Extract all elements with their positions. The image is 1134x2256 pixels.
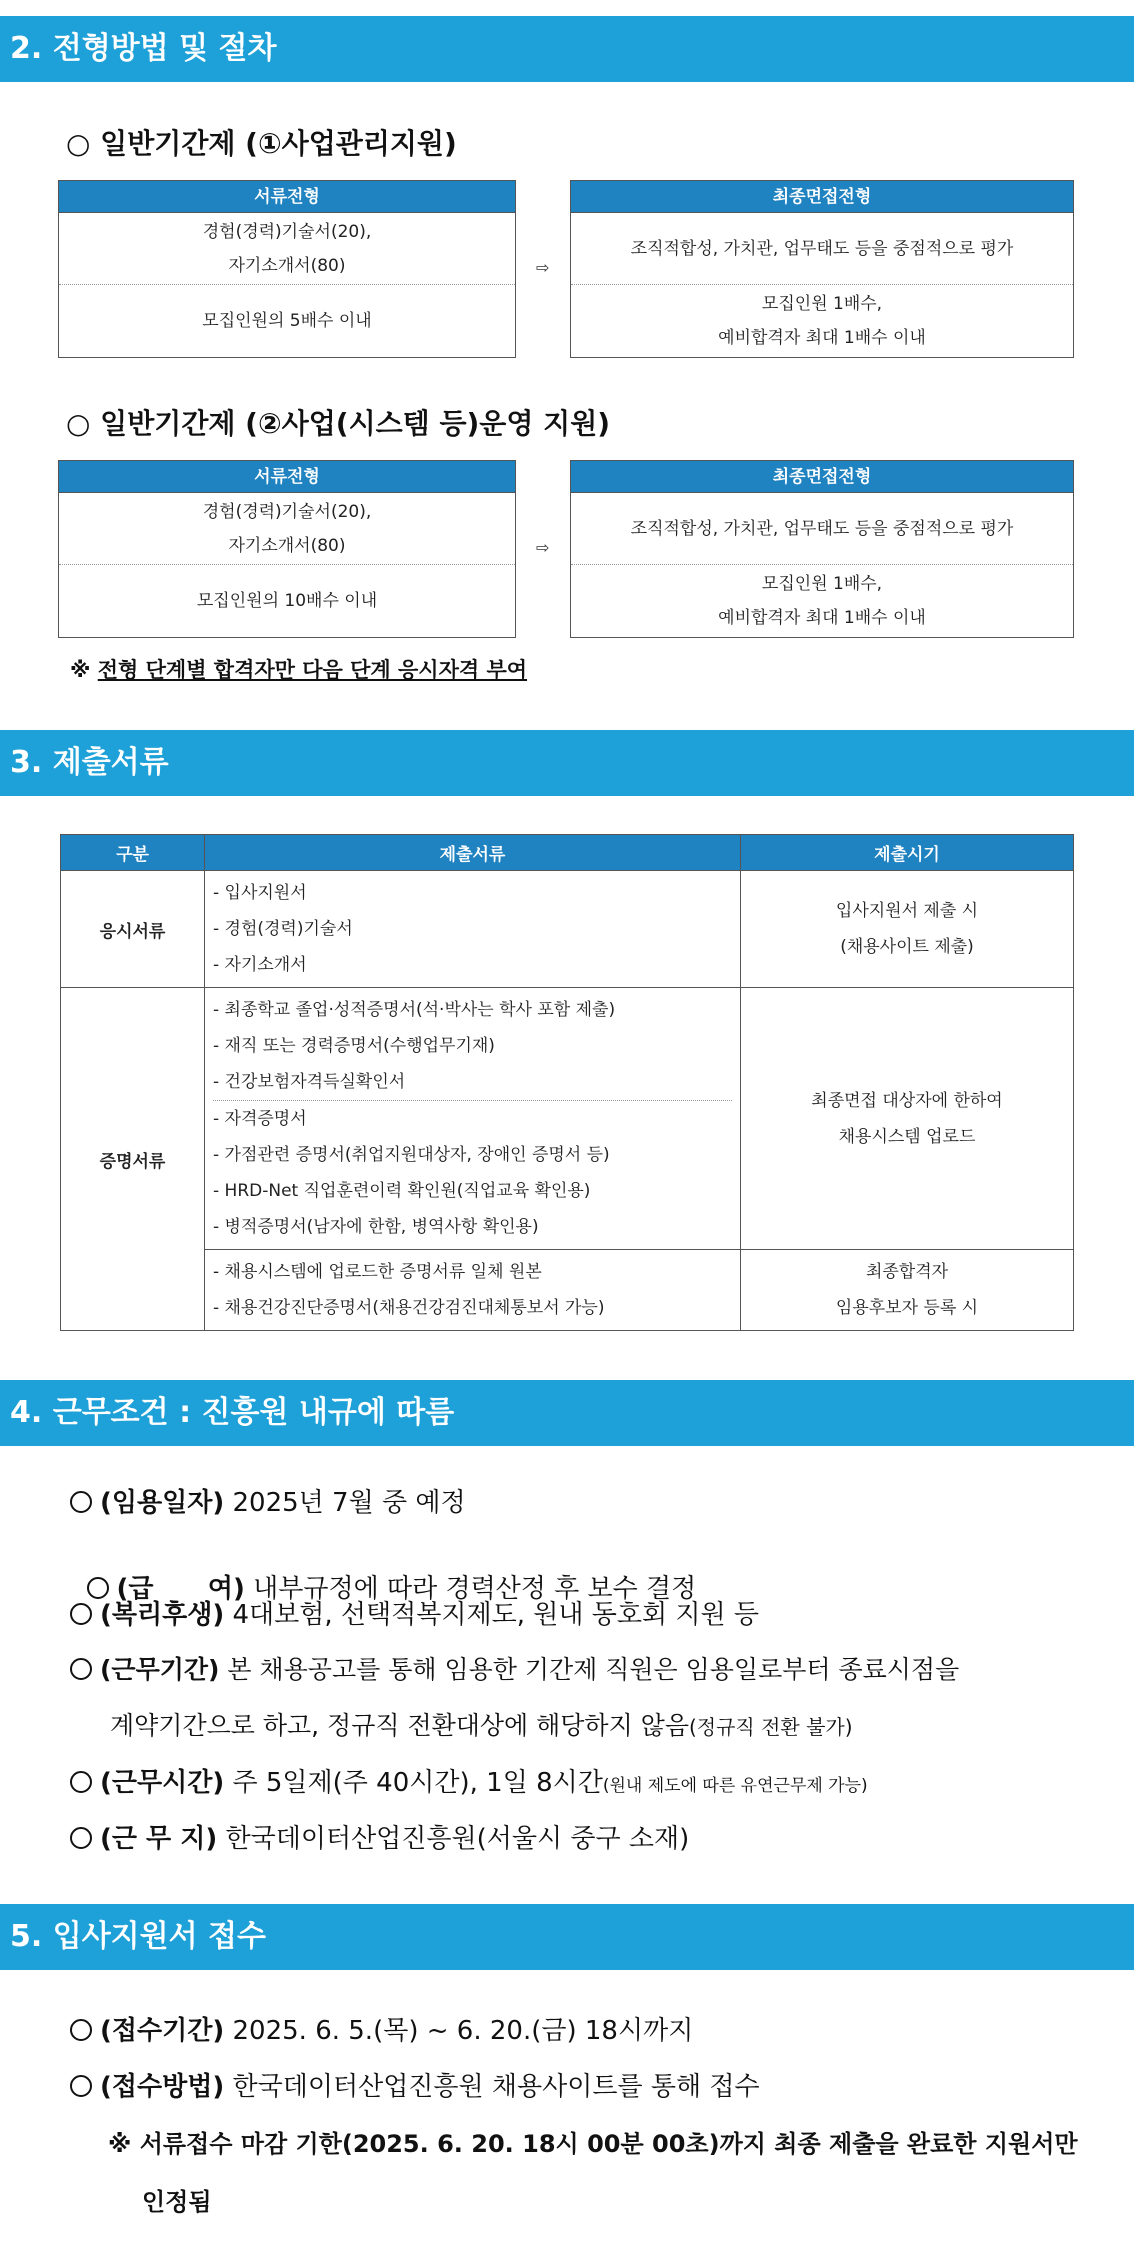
condition-item: [70, 1594, 759, 1631]
group-a-document-screening-box: [58, 180, 516, 358]
condition-label: (근무시간): [100, 1768, 225, 1798]
table-row: [61, 871, 1074, 988]
box-text: 예비합격자 최대 1배수 이내: [718, 608, 926, 628]
table-row: [61, 1250, 1074, 1331]
items-cell: [205, 988, 741, 1250]
box-text: 조직적합성, 가치관, 업무태도 등을 중점적으로 평가: [630, 238, 1014, 259]
category-cell: 응시서류: [61, 871, 205, 988]
box-header: 최종면접전형: [571, 181, 1073, 213]
header-category: 구분: [61, 835, 205, 871]
deadline-note: ※ 서류접수 마감 기한(2025. 6. 20. 18시 00분 00초)까지 최종 제출을 완료한 지원서만: [108, 2130, 1078, 2158]
condition-note: (원내 제도에 따른 유연근무제 가능): [602, 1776, 868, 1796]
group-a-final-interview-box: [570, 180, 1074, 358]
condition-text: 한국데이터산업진흥원(서울시 중구 소재): [217, 1824, 690, 1854]
list-item: - 채용건강진단증명서(채용건강검진대체통보서 가능): [213, 1298, 605, 1318]
items-cell: [205, 871, 741, 988]
list-item: - 경험(경력)기술서: [213, 919, 353, 939]
box-text: 예비합격자 최대 1배수 이내: [718, 328, 926, 348]
box-text: 모집인원의 10배수 이내: [196, 591, 378, 611]
header-timing: 제출시기: [741, 835, 1074, 871]
condition-text: 주 5일제(주 40시간), 1일 8시간: [224, 1768, 603, 1798]
box-text: 자기소개서(80): [228, 535, 346, 556]
note-text: 전형 단계별 합격자만 다음 단계 응시자격 부여: [97, 658, 528, 682]
table-header-row: [61, 835, 1074, 871]
box-cell: [571, 565, 1073, 637]
group-b-heading: ○ 일반기간제 (②사업(시스템 등)운영 지원): [66, 407, 611, 440]
circle-bullet-icon: [70, 2019, 92, 2041]
circle-bullet-icon: [70, 1603, 92, 1625]
application-item: [70, 2010, 693, 2047]
condition-text: 본 채용공고를 통해 임용한 기간제 직원은 임용일로부터 종료시점을: [219, 1655, 960, 1684]
group-a-heading: ○ 일반기간제 (①사업관리지원): [66, 127, 457, 160]
box-text: 모집인원 1배수,: [761, 574, 883, 594]
list-item: - 입사지원서: [213, 883, 307, 903]
condition-label: (급 여): [116, 1574, 245, 1604]
timing-text: (채용사이트 제출): [840, 937, 974, 957]
timing-text: 최종합격자: [865, 1262, 949, 1282]
box-cell: [571, 285, 1073, 357]
box-text: 경험(경력)기술서(20),: [202, 501, 372, 522]
list-item: - 자기소개서: [213, 955, 307, 975]
circle-bullet-icon: [70, 1658, 92, 1680]
circle-bullet-icon: [70, 1771, 92, 1793]
table-row: [61, 988, 1074, 1250]
box-cell: [59, 493, 515, 565]
box-text: 자기소개서(80): [228, 255, 346, 276]
condition-label: (복리후생): [100, 1600, 225, 1630]
application-item: [70, 2066, 760, 2103]
list-item: - 최종학교 졸업·성적증명서(석·박사는 학사 포함 제출): [213, 1000, 616, 1020]
list-item: - 건강보험자격득실확인서: [213, 1064, 732, 1101]
application-text: 한국데이터산업진흥원 채용사이트를 통해 접수: [224, 2072, 760, 2102]
section-5-header: 5. 입사지원서 접수: [0, 1904, 1134, 1970]
condition-text: 4대보험, 선택적복지제도, 원내 동호회 지원 등: [224, 1600, 759, 1630]
condition-item: [70, 1482, 466, 1519]
condition-note: (정규직 전환 불가): [688, 1715, 853, 1739]
documents-table: [60, 834, 1074, 1331]
circle-bullet-icon: [70, 1491, 92, 1513]
box-cell: [571, 213, 1073, 285]
list-item: - HRD-Net 직업훈련이력 확인원(직업교육 확인용): [213, 1181, 591, 1201]
condition-label: (근무기간): [100, 1655, 220, 1684]
condition-item: [70, 1650, 959, 1686]
box-text: 경험(경력)기술서(20),: [202, 221, 372, 242]
screening-note: [70, 654, 527, 684]
box-cell: [59, 213, 515, 285]
list-item: - 가점관련 증명서(취업지원대상자, 장애인 증명서 등): [213, 1145, 610, 1165]
box-header: 서류전형: [59, 461, 515, 493]
condition-item: [70, 1818, 689, 1855]
circle-bullet-icon: [70, 1827, 92, 1849]
application-label: (접수기간): [100, 2016, 225, 2046]
timing-text: 입사지원서 제출 시: [835, 901, 979, 921]
box-header: 최종면접전형: [571, 461, 1073, 493]
timing-text: 최종면접 대상자에 한하여: [811, 1090, 1003, 1111]
header-documents: 제출서류: [205, 835, 741, 871]
circle-bullet-icon: [70, 2075, 92, 2097]
items-cell: [205, 1250, 741, 1331]
section-2-header: 2. 전형방법 및 절차: [0, 16, 1134, 82]
box-text: 조직적합성, 가치관, 업무태도 등을 중점적으로 평가: [630, 518, 1014, 539]
list-item: - 병적증명서(남자에 한함, 병역사항 확인용): [213, 1217, 539, 1237]
section-3-header: 3. 제출서류: [0, 730, 1134, 796]
category-cell: 증명서류: [61, 988, 205, 1331]
arrow-right-icon: ⇨: [536, 538, 550, 557]
condition-label: (임용일자): [100, 1488, 225, 1518]
condition-item: [70, 1762, 868, 1799]
group-b-document-screening-box: [58, 460, 516, 638]
condition-text: 계약기간으로 하고, 정규직 전환대상에 해당하지 않음: [110, 1711, 689, 1740]
condition-text: 내부규정에 따라 경력산정 후 보수 결정: [244, 1574, 697, 1604]
condition-text: 2025년 7월 중 예정: [224, 1488, 466, 1518]
box-cell: [571, 493, 1073, 565]
condition-label: (근 무 지): [100, 1824, 218, 1854]
group-b-final-interview-box: [570, 460, 1074, 638]
application-text: 2025. 6. 5.(목) ~ 6. 20.(금) 18시까지: [224, 2016, 694, 2046]
list-item: - 채용시스템에 업로드한 증명서류 일체 원본: [213, 1262, 542, 1282]
deadline-note-continued: 인정됨: [142, 2188, 212, 2216]
box-header: 서류전형: [59, 181, 515, 213]
timing-cell: [741, 988, 1074, 1250]
timing-text: 임용후보자 등록 시: [835, 1298, 979, 1318]
timing-cell: [741, 1250, 1074, 1331]
application-label: (접수방법): [100, 2072, 225, 2102]
box-text: 모집인원 1배수,: [761, 294, 883, 314]
timing-text: 채용시스템 업로드: [838, 1126, 976, 1147]
box-cell: [59, 565, 515, 637]
list-item: - 자격증명서: [213, 1109, 307, 1129]
list-item: - 재직 또는 경력증명서(수행업무기재): [213, 1036, 495, 1056]
section-4-header: 4. 근무조건 : 진흥원 내규에 따름: [0, 1380, 1134, 1446]
note-mark: ※: [70, 658, 91, 682]
arrow-right-icon: ⇨: [536, 258, 550, 277]
box-text: 모집인원의 5배수 이내: [202, 311, 372, 331]
condition-continuation: [110, 1706, 853, 1742]
box-cell: [59, 285, 515, 357]
timing-cell: [741, 871, 1074, 988]
